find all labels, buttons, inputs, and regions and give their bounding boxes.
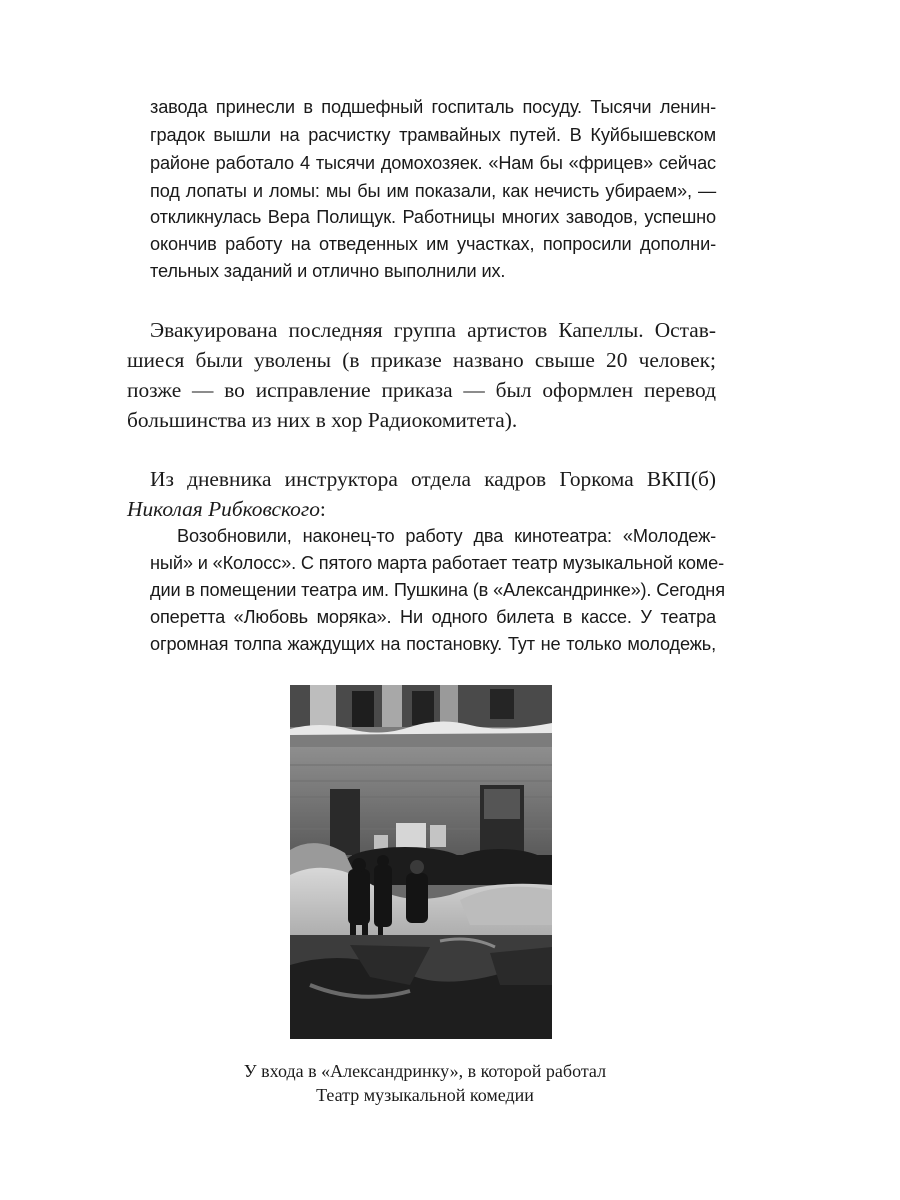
paragraph-2-line: позже — во исправление приказа — был оформлен перевод: [127, 378, 716, 402]
paragraph-1-line: районе работало 4 тысячи домохозяек. «Нам бы «фрицев» сейчас: [150, 153, 716, 173]
paragraph-1-line: откликнулась Вера Полищук. Работницы многих заводов, успешно: [150, 207, 716, 227]
window: [490, 689, 514, 719]
photo-caption-line-2: Театр музыкальной комедии: [316, 1085, 534, 1105]
photo-illustration: [290, 685, 552, 1039]
diary-author-line: [127, 497, 326, 522]
quote-line: ный» и «Колосс». С пятого марта работает театр музыкальной коме-: [150, 553, 725, 573]
diary-author: Николая Рибковского: [127, 497, 320, 521]
paragraph-1-line: под лопаты и ломы: мы бы им показали, как нечисть убираем», —: [150, 181, 716, 201]
paragraph-2-line: большинства из них в хор Радиокомитета).: [127, 408, 518, 432]
paragraph-2-line: шиеся были уволены (в приказе названо свыше 20 человек;: [127, 348, 716, 372]
paragraph-1-line: тельных заданий и отлично выполнили их.: [150, 261, 506, 281]
photo-caption-line-1: У входа в «Александринку», в которой работал: [243, 1061, 607, 1081]
poster: [430, 825, 446, 847]
paragraph-1-line: завода принесли в подшефный госпиталь посуду. Тысячи ленин-: [150, 97, 716, 117]
window: [412, 691, 434, 725]
poster: [396, 823, 426, 849]
historical-photo: [290, 685, 552, 1039]
diary-intro-line: Из дневника инструктора отдела кадров Горкома ВКП(б): [150, 467, 716, 491]
doorway: [330, 789, 360, 855]
window: [352, 691, 374, 727]
quote-line: дии в помещении театра им. Пушкина (в «Александринке»). Сегодня: [150, 580, 725, 600]
paragraph-1-line: окончив работу на отведенных им участках, попросили дополни-: [150, 234, 716, 254]
quote-line: Возобновили, наконец-то работу два кинотеатра: «Молодеж-: [177, 526, 716, 546]
paragraph-2-line: Эвакуирована последняя группа артистов Капеллы. Остав-: [150, 318, 716, 342]
quote-line: огромная толпа жаждущих на постановку. Тут не только молодежь,: [150, 634, 716, 654]
diary-author-colon: :: [319, 497, 326, 521]
quote-line: оперетта «Любовь моряка». Ни одного билета в кассе. У театра: [150, 607, 716, 627]
paragraph-1-line: градок вышли на расчистку трамвайных путей. В Куйбышевском: [150, 125, 716, 145]
